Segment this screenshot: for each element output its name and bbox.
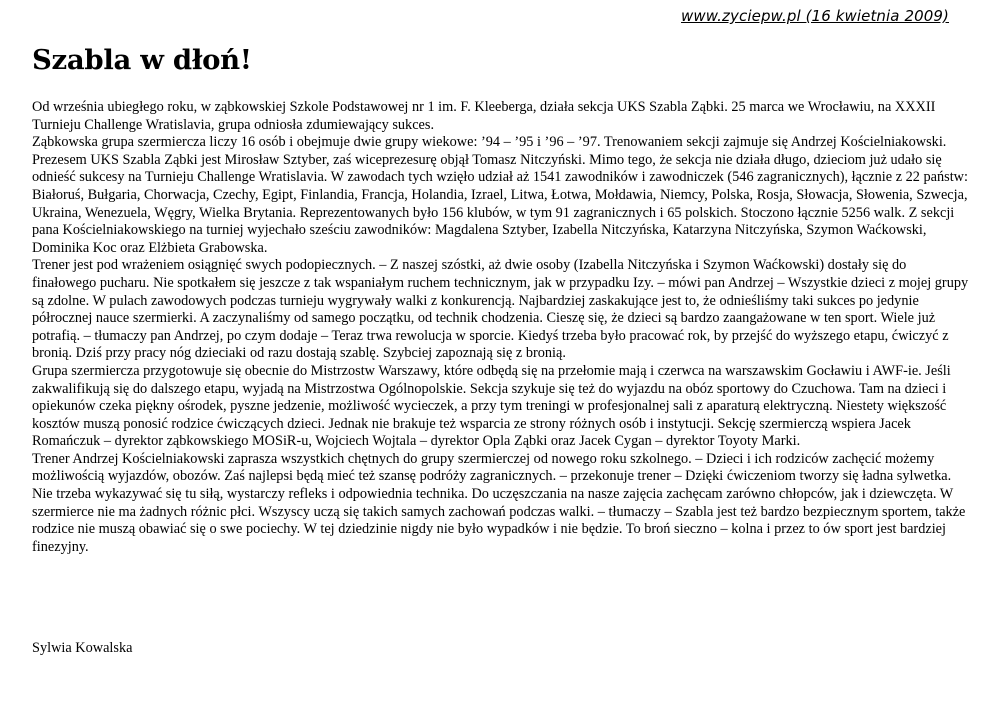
article-paragraph: Od września ubiegłego roku, w ząbkowskiej Szkole Podstawowej nr 1 im. F. Kleeberga, działa sekcja UKS Szabla Ząbki. 25 marca we Wrocławiu, na XXXII Turnieju Challenge Wratislavia, grupa odniosła zdumiewający sukces. [32,99,936,133]
author-signature: Sylwia Kowalska [32,640,133,656]
article-paragraph: Trener jest pod wrażeniem osiągnięć swych podopiecznych. – Z naszej szóstki, aż dwie osoby (Izabella Nitczyńska i Szymon Waćkowski) dostały się do finałowego pucharu. Nie spotkałem się jeszcze z tak wspaniałym ruchem technicznym, jak w przypadku Izy. – mówi pan Andrzej – Wszystkie dzieci z mojej grupy są zdolne. W pulach zawodowych podczas turnieju wygrywały walki z konkurencją. Najbardziej zaskakujące jest to, że odnieśliśmy taki sukces po jedynie półrocznej nauce szermierki. A zaczynaliśmy od samego początku, od technik chodzenia. Cieszę się, że dzieci są bardzo zaangażowane w ten sport. Wiele już potrafią. – tłumaczy pan Andrzej, po czym dodaje – Teraz trwa rewolucja w sporcie. Kiedyś trzeba było pracować rok, by przejść do wyższego etapu, ćwiczyć z bronią. Dziś przy pracy nóg dzieciaki od razu dostają szablę. Szybciej zapoznają się z bronią. [32,257,969,362]
source-line: www.zyciepw.pl (16 kwietnia 2009) [681,7,949,25]
article-paragraph: Ząbkowska grupa szermiercza liczy 16 osób i obejmuje dwie grupy wiekowe: ’94 – ’95 i ’96 – ’97. Trenowaniem sekcji zajmuje się Andrzej Kościelniakowski. Prezesem UKS Szabla Ząbki jest Mirosław Sztyber, zaś wiceprezesurę objął Tomasz Nitczyński. Mimo tego, że sekcja nie działa długo, dzieciom już udało się odnieść sukcesy na Turnieju Challenge Wratislavia. W zawodach tych wzięło udział aż 1541 zawodników i zawodniczek (546 zagranicznych), łącznie z 22 państw: Białoruś, Bułgaria, Chorwacja, Czechy, Egipt, Finlandia, Francja, Holandia, Izrael, Litwa, Łotwa, Mołdawia, Niemcy, Polska, Rosja, Słowacja, Słowenia, Szwecja, Ukraina, Wenezuela, Węgry, Wielka Brytania. Reprezentowanych było 156 klubów, w tym 91 zagranicznych i 65 polskich. Stoczono łącznie 5256 walk. Z sekcji pana Kościelniakowskiego na turniej wyjechało sześciu zawodników: Magdalena Sztyber, Izabella Nitczyńska, Katarzyna Nitczyńska, Szymon Waćkowski, Dominika Koc oraz Elżbieta Grabowska. [32,134,968,256]
article-body [32,99,970,556]
article-paragraph: Trener Andrzej Kościelniakowski zaprasza wszystkich chętnych do grupy szermierczej od nowego roku szkolnego. – Dzieci i ich rodziców zachęcić możemy możliwością wyjazdów, obozów. Zaś najlepsi będą mieć też szansę podróży zagranicznych. – przekonuje trener – Dzięki ćwiczeniom tworzy się ładna sylwetka. Nie trzeba wykazywać się tu siłą, wystarczy refleks i odpowiednia technika. Do uczęszczania na nasze zajęcia zachęcam zarówno chłopców, jak i dziewczęta. W szermierce nie ma żadnych różnic płci. Wszyscy uczą się takich samych zachowań podczas walki. – tłumaczy – Szabla jest też bardzo bezpiecznym sportem, także rodzice nie muszą obawiać się o swe pociechy. W tej dziedzinie nigdy nie było wypadków i nie będzie. To broń sieczno – kolna i przez to ów sport jest bardziej finezyjny. [32,450,966,555]
article-paragraph: Grupa szermiercza przygotowuje się obecnie do Mistrzostw Warszawy, które odbędą się na przełomie mają i czerwca na warszawskim Gocławiu i AWF-ie. Jeśli zakwalifikują się do dalszego etapu, wyjadą na Mistrzostwa Ogólnopolskie. Sekcja szykuje się też do wyjazdu na obóz sportowy do Czuchowa. Tam na dzieci i opiekunów czeka piękny ośrodek, pyszne jedzenie, możliwość wycieczek, a przy tym treningi w profesjonalnej sali z aparaturą elektryczną. Niestety większość kosztów muszą ponosić rodzice ćwiczących dzieci. Jednak nie brakuje też wsparcia ze strony różnych osób i instytucji. Sekcję szermierczą wspiera Jacek Romańczuk – dyrektor ząbkowskiego MOSiR-u, Wojciech Wojtala – dyrektor Opla Ząbki oraz Jacek Cygan – dyrektor Toyoty Marki. [32,362,951,450]
article-headline: Szabla w dłoń! [32,44,252,76]
